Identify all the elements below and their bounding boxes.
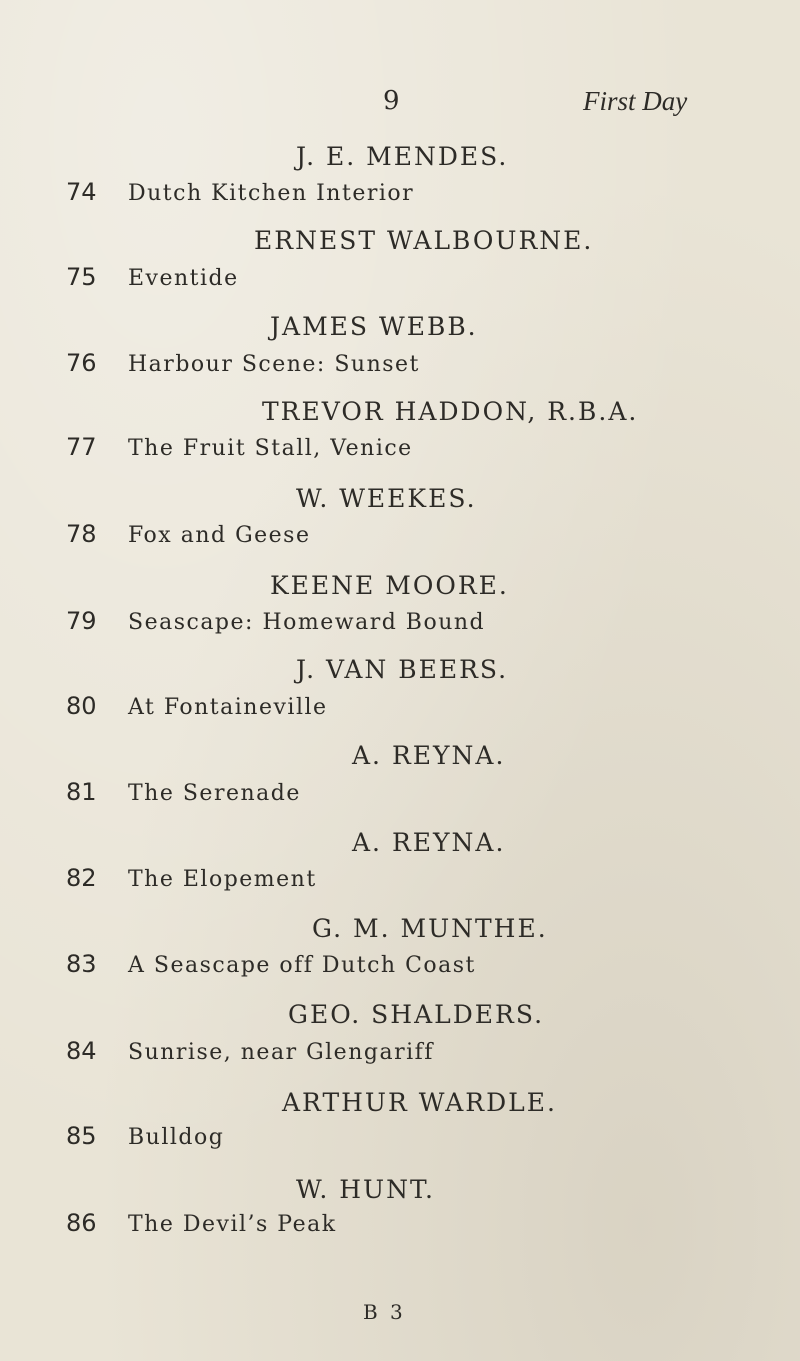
- signature-mark: B 3: [363, 1300, 406, 1324]
- artwork-title: Dutch Kitchen Interior: [128, 181, 415, 206]
- artist-name: KEENE MOORE.: [270, 571, 509, 600]
- lot-number: 85: [66, 1122, 97, 1150]
- artist-name: A. REYNA.: [352, 828, 506, 857]
- artist-name: W. HUNT.: [296, 1175, 435, 1204]
- artist-name: G. M. MUNTHE.: [312, 914, 548, 943]
- lot-number: 82: [66, 864, 97, 892]
- lot-number: 78: [66, 520, 97, 548]
- day-heading: First Day: [583, 86, 688, 116]
- artwork-title: Sunrise, near Glengariff: [128, 1040, 434, 1065]
- lot-number: 76: [66, 349, 97, 377]
- artist-name: ARTHUR WARDLE.: [282, 1088, 557, 1117]
- artwork-title: At Fontaineville: [128, 695, 328, 720]
- artwork-title: A Seascape off Dutch Coast: [128, 953, 476, 978]
- page-number: 9: [383, 86, 401, 116]
- artist-name: J. VAN BEERS.: [296, 655, 509, 684]
- artwork-title: Harbour Scene: Sunset: [128, 352, 420, 377]
- artwork-title: Fox and Geese: [128, 523, 311, 548]
- lot-number: 75: [66, 263, 97, 291]
- artist-name: W. WEEKES.: [296, 484, 477, 513]
- artist-name: GEO. SHALDERS.: [288, 1000, 545, 1029]
- artwork-title: The Serenade: [128, 781, 301, 806]
- lot-number: 86: [66, 1209, 97, 1237]
- artwork-title: The Fruit Stall, Venice: [128, 436, 413, 461]
- lot-number: 83: [66, 950, 97, 978]
- artist-name: JAMES WEBB.: [270, 312, 478, 341]
- artwork-title: Bulldog: [128, 1125, 225, 1150]
- lot-number: 80: [66, 692, 97, 720]
- artist-name: J. E. MENDES.: [296, 142, 509, 171]
- lot-number: 81: [66, 778, 97, 806]
- artwork-title: The Elopement: [128, 867, 317, 892]
- lot-number: 79: [66, 607, 97, 635]
- lot-number: 84: [66, 1037, 97, 1065]
- artwork-title: Seascape: Homeward Bound: [128, 610, 486, 635]
- artwork-title: Eventide: [128, 266, 239, 291]
- lot-number: 74: [66, 178, 97, 206]
- artwork-title: The Devil’s Peak: [128, 1212, 337, 1237]
- artist-name: A. REYNA.: [352, 741, 506, 770]
- artist-name: ERNEST WALBOURNE.: [254, 226, 594, 255]
- lot-number: 77: [66, 433, 97, 461]
- artist-name: TREVOR HADDON, R.B.A.: [262, 397, 639, 426]
